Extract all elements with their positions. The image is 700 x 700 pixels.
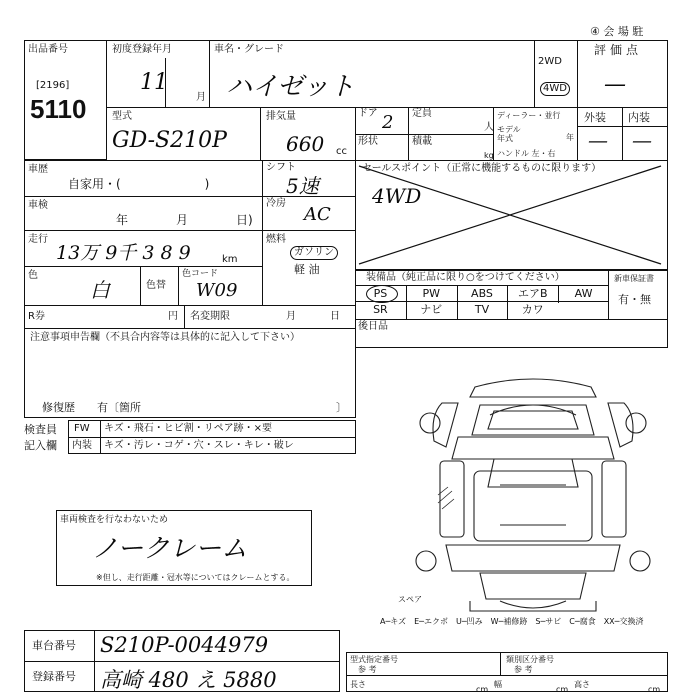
equip-divider-2 [355, 301, 609, 302]
class-number-ref: 参 考 [514, 665, 533, 674]
name-change-month: 月 [286, 311, 296, 322]
history-value: 自家用・( ) [68, 177, 210, 191]
fuel-diesel: 軽 油 [294, 263, 320, 276]
aftermarket-label: 後日品 [358, 321, 388, 332]
fw-items: キズ・飛石・ヒビ割・リペア跡・×要 [104, 423, 272, 434]
r-ticket-divider [184, 305, 185, 329]
interior-value: — [632, 128, 652, 152]
year-unit: 年 [566, 133, 574, 142]
equip-divider-1 [355, 285, 609, 286]
interior-insp-items: キズ・汚レ・コゲ・穴・スレ・キレ・破レ [104, 440, 294, 451]
lot-number: 5110 [30, 94, 87, 124]
exterior-label: 外装 [584, 111, 606, 124]
model-year-label: モデル年式 [497, 125, 521, 143]
shape-label: 形状 [358, 136, 378, 147]
name-change-label: 名変期限 [190, 311, 230, 322]
mileage-value: 13万 9千 3 8 9 [56, 242, 191, 264]
chassis-col-divider [94, 630, 95, 692]
car-name: ハイゼット [226, 72, 355, 102]
recolor-label: 色替 [146, 280, 166, 291]
type-number-label: 型式指定番号 [350, 655, 398, 664]
shift-label: シフト [266, 162, 296, 173]
interior-label: 内装 [628, 111, 650, 124]
new-car-label: 新車保証書 [614, 274, 654, 283]
first-reg-month: 月 [196, 92, 206, 103]
inspector-col-divider [100, 420, 101, 454]
car-diagram [410, 375, 656, 613]
drive-4wd: 4WD [540, 82, 570, 96]
capacity-label: 定員 [412, 108, 432, 119]
notes-title: 注意事項申告欄（不具合内容等は具体的に記入して下さい） [30, 332, 300, 343]
equipment-divider [406, 286, 407, 303]
divider-1 [24, 196, 263, 197]
claim-note: ※但し、走行距離・冠水等についてはクレームとする。 [96, 573, 295, 582]
handle-label: ハンドル 左・右 [497, 149, 556, 158]
equipment-item: ABS [471, 287, 493, 300]
divider-2 [24, 230, 263, 231]
first-reg-label: 初度登録年月 [112, 44, 172, 55]
chassis-value: S210P-0044979 [100, 633, 269, 657]
spec-info-divider [346, 675, 668, 676]
top-right-text: ④ 会 場 駐 [590, 25, 644, 38]
equipment-item: PW [422, 287, 440, 300]
inspection-year: 年 [116, 213, 129, 227]
claim-title: 車両検査を行なわないため [60, 515, 169, 525]
score-value: — [604, 72, 626, 97]
exterior-value: — [588, 128, 608, 152]
equipment-divider [406, 302, 407, 319]
chassis-divider [24, 661, 340, 662]
kg-unit: kg [484, 151, 494, 160]
inspection-day: 日) [236, 213, 253, 227]
sales-point-label: セールスポイント（正常に機能するものに限ります） [362, 163, 602, 174]
type-number-ref: 参 考 [358, 665, 377, 674]
length-label: 長さ [350, 680, 366, 689]
height-unit: cm [648, 685, 661, 694]
model-value: GD-S210P [112, 128, 227, 153]
model-label: 型式 [112, 111, 132, 122]
first-reg-divider [165, 58, 166, 108]
equipment-divider [558, 286, 559, 303]
claim-value: ノークレーム [92, 534, 248, 564]
divider-3 [24, 266, 263, 267]
cooler-label: 冷房 [266, 198, 286, 209]
door-value: 2 [382, 112, 394, 133]
sales-point-crossout [355, 160, 668, 270]
inspection-label: 車検 [28, 200, 48, 211]
car-name-label: 車名・グレード [214, 44, 284, 55]
cc-unit: cc [336, 146, 347, 157]
repair-close: 〕 [336, 401, 347, 414]
equipment-divider [457, 286, 458, 303]
inspection-month: 月 [176, 213, 189, 227]
drive-cell [534, 40, 578, 108]
ps-circle-mark [366, 285, 398, 303]
name-change-day: 日 [330, 311, 340, 322]
dealer-label: ディーラー・並行 [497, 111, 561, 120]
new-car-value: 有・無 [618, 293, 651, 306]
score-label: 評価点 [594, 43, 643, 57]
fuel-gasoline: ガソリン [290, 246, 338, 260]
color-code-value: W09 [196, 280, 238, 301]
ext-int-divider [577, 126, 668, 127]
inspector-label-1: 検査員 [24, 423, 57, 436]
equipment-item: SR [373, 303, 388, 316]
chassis-label: 車台番号 [32, 639, 76, 652]
cooler-value: AC [304, 204, 331, 225]
equipment-divider [507, 286, 508, 303]
load-label: 積載 [412, 136, 432, 147]
fuel-label: 燃料 [266, 234, 286, 245]
inspector-divider [68, 437, 356, 438]
equipment-divider [457, 302, 458, 319]
color-label: 色 [28, 270, 38, 281]
registration-value: 高崎 480 え 5880 [100, 668, 277, 692]
r-ticket-yen: 円 [168, 311, 178, 322]
color-divider-2 [178, 266, 179, 306]
spec-info-mid [500, 652, 501, 675]
width-label: 幅 [494, 680, 502, 689]
aftermarket-box [355, 319, 668, 348]
fw-label: FW [74, 423, 90, 434]
spec-divider-2 [262, 230, 356, 231]
color-divider-1 [140, 266, 141, 306]
length-unit: cm [476, 685, 489, 694]
displacement-label: 排気量 [266, 111, 296, 122]
mileage-unit: km [222, 254, 238, 265]
first-reg-year: 11 [140, 70, 168, 95]
equipment-item: PS [373, 287, 388, 300]
height-label: 高さ [574, 680, 590, 689]
width-unit: cm [556, 685, 569, 694]
equipment-item: TV [474, 303, 490, 316]
equipment-item: AW [574, 287, 593, 300]
bracket-code: [2196] [36, 80, 70, 91]
r-ticket-label: R券 [28, 311, 45, 322]
history-label: 車歴 [28, 164, 48, 175]
sales-point-value: 4WD [372, 184, 422, 208]
door-label: ドア [358, 108, 378, 119]
interior-insp-label: 内装 [72, 440, 92, 451]
damage-legend: A─キズ E─エクボ U─凹み W─補修跡 S─サビ C─腐食 XX─交換済 [380, 617, 644, 626]
equipment-item: ナビ [420, 303, 443, 316]
inspector-label-2: 記入欄 [24, 439, 57, 452]
persons-unit: 人 [484, 122, 494, 133]
shift-value: 5速 [286, 174, 319, 198]
lot-number-label: 出品番号 [28, 44, 68, 55]
equipment-divider [507, 302, 508, 319]
class-number-label: 類別区分番号 [506, 655, 554, 664]
equipment-item: カワ [521, 303, 544, 316]
mileage-label: 走行 [28, 234, 48, 245]
color-code-label: 色コード [182, 269, 219, 279]
color-value: 白 [90, 278, 110, 302]
registration-label: 登録番号 [32, 670, 76, 683]
equipment-label: 装備品（純正品に限り○をつけてください） [366, 272, 565, 283]
spare-label: スペア [398, 595, 422, 604]
repair-label: 修復歴 有〔箇所 [42, 401, 141, 414]
equipment-item: エアB [518, 287, 548, 300]
displacement-value: 660 [286, 132, 325, 156]
drive-2wd: 2WD [538, 56, 562, 67]
